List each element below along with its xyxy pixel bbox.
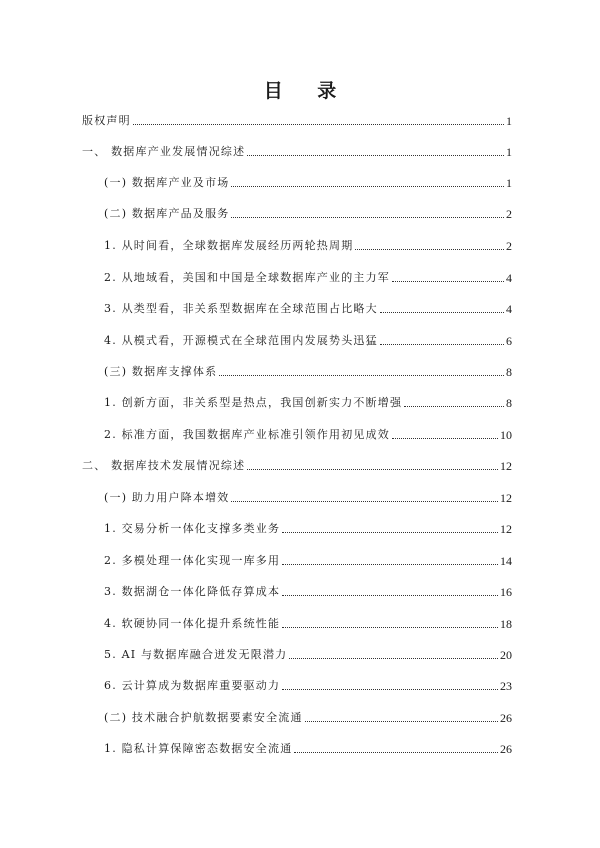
- toc-entry[interactable]: [104, 552, 512, 568]
- toc-entry[interactable]: [104, 426, 512, 442]
- toc-page-number: 6: [506, 334, 512, 348]
- toc-page-number: 20: [500, 648, 512, 662]
- toc-entry[interactable]: [104, 615, 512, 631]
- toc-entry[interactable]: [104, 269, 512, 285]
- toc-page-number: 1: [506, 114, 512, 128]
- toc-entry[interactable]: [104, 583, 512, 599]
- toc-page-number: 4: [506, 271, 512, 285]
- toc-entry[interactable]: [82, 143, 512, 159]
- toc-dot-leader: [289, 657, 498, 659]
- toc-entry-title: (二) 数据库产品及服务: [104, 207, 230, 220]
- toc-dot-leader: [282, 626, 498, 628]
- toc-page-number: 2: [506, 239, 512, 253]
- toc-page-number: 1: [506, 145, 512, 159]
- toc-entry[interactable]: [82, 457, 512, 473]
- toc-page-number: 12: [500, 491, 512, 505]
- toc-page-number: 26: [500, 742, 512, 756]
- toc-entry[interactable]: [104, 237, 512, 253]
- toc-entry-title: 1. 从时间看，全球数据库发展经历两轮热周期: [104, 239, 354, 252]
- toc-entry[interactable]: [104, 332, 512, 348]
- toc-dot-leader: [305, 720, 498, 722]
- toc-dot-leader: [355, 248, 504, 250]
- toc-dot-leader: [380, 311, 504, 313]
- toc-dot-leader: [231, 185, 504, 187]
- toc-page-number: 10: [500, 428, 512, 442]
- toc-dot-leader: [380, 343, 504, 345]
- toc-dot-leader: [282, 531, 498, 533]
- toc-entry[interactable]: [104, 740, 512, 756]
- toc-page-number: 2: [506, 207, 512, 221]
- toc-entry[interactable]: [104, 363, 512, 379]
- toc-entry[interactable]: [104, 205, 512, 221]
- toc-entry-title: 2. 从地域看，美国和中国是全球数据库产业的主力军: [104, 271, 390, 284]
- toc-dot-leader: [282, 594, 498, 596]
- toc-entry-title: 6. 云计算成为数据库重要驱动力: [104, 679, 281, 692]
- toc-dot-leader: [392, 280, 504, 282]
- toc-entry[interactable]: [104, 174, 512, 190]
- toc-dot-leader: [231, 500, 498, 502]
- toc-page-number: 14: [500, 554, 512, 568]
- toc-entry-title: 3. 数据湖仓一体化降低存算成本: [104, 585, 281, 598]
- toc-page-number: 26: [500, 711, 512, 725]
- toc-entry-title: 1. 隐私计算保障密态数据安全流通: [104, 742, 293, 755]
- page-title: 目 录: [263, 80, 351, 102]
- toc-dot-leader: [247, 468, 498, 470]
- toc-page-number: 12: [500, 459, 512, 473]
- toc-entry-title: 4. 从模式看，开源模式在全球范围内发展势头迅猛: [104, 334, 378, 347]
- toc-page-number: 12: [500, 522, 512, 536]
- toc-dot-leader: [133, 123, 504, 125]
- toc-dot-leader: [282, 688, 498, 690]
- toc-dot-leader: [231, 216, 504, 218]
- toc-entry[interactable]: [104, 489, 512, 505]
- toc-page-number: 8: [506, 365, 512, 379]
- toc-page-number: 23: [500, 679, 512, 693]
- toc-entry-title: (一) 数据库产业及市场: [104, 176, 230, 189]
- toc-page-number: 1: [506, 176, 512, 190]
- toc-dot-leader: [247, 154, 504, 156]
- toc-entry-title: 2. 标准方面，我国数据库产业标准引领作用初见成效: [104, 428, 390, 441]
- toc-entry[interactable]: [104, 300, 512, 316]
- toc-entry-title: (二) 技术融合护航数据要素安全流通: [104, 711, 303, 724]
- toc-entry-title: 5. AI 与数据库融合迸发无限潜力: [104, 648, 288, 661]
- toc-page-number: 18: [500, 617, 512, 631]
- toc-entry-title: 4. 软硬协同一体化提升系统性能: [104, 617, 281, 630]
- toc-entry[interactable]: [104, 709, 512, 725]
- toc-page-number: 4: [506, 302, 512, 316]
- toc-entry-title: 二、 数据库技术发展情况综述: [82, 459, 246, 472]
- toc-entry[interactable]: [104, 677, 512, 693]
- toc-entry[interactable]: [104, 394, 512, 410]
- toc-entry-title: 3. 从类型看，非关系型数据库在全球范围占比略大: [104, 302, 378, 315]
- toc-entry-title: 1. 创新方面，非关系型是热点，我国创新实力不断增强: [104, 396, 403, 409]
- toc-entry[interactable]: [104, 520, 512, 536]
- toc-dot-leader: [219, 374, 504, 376]
- toc-entry[interactable]: [82, 112, 512, 128]
- toc-dot-leader: [392, 437, 498, 439]
- toc-entry-title: 一、 数据库产业发展情况综述: [82, 145, 246, 158]
- toc-page-number: 16: [500, 585, 512, 599]
- toc-entry-title: (一) 助力用户降本增效: [104, 491, 230, 504]
- toc-entry-title: 版权声明: [82, 114, 131, 127]
- toc-entry-title: 2. 多模处理一体化实现一库多用: [104, 554, 281, 567]
- toc-entry-title: 1. 交易分析一体化支撑多类业务: [104, 522, 281, 535]
- toc-dot-leader: [404, 405, 504, 407]
- toc-page-number: 8: [506, 396, 512, 410]
- toc-entry-title: (三) 数据库支撑体系: [104, 365, 218, 378]
- toc-dot-leader: [294, 751, 498, 753]
- toc-entry[interactable]: [104, 646, 512, 662]
- toc-dot-leader: [282, 563, 498, 565]
